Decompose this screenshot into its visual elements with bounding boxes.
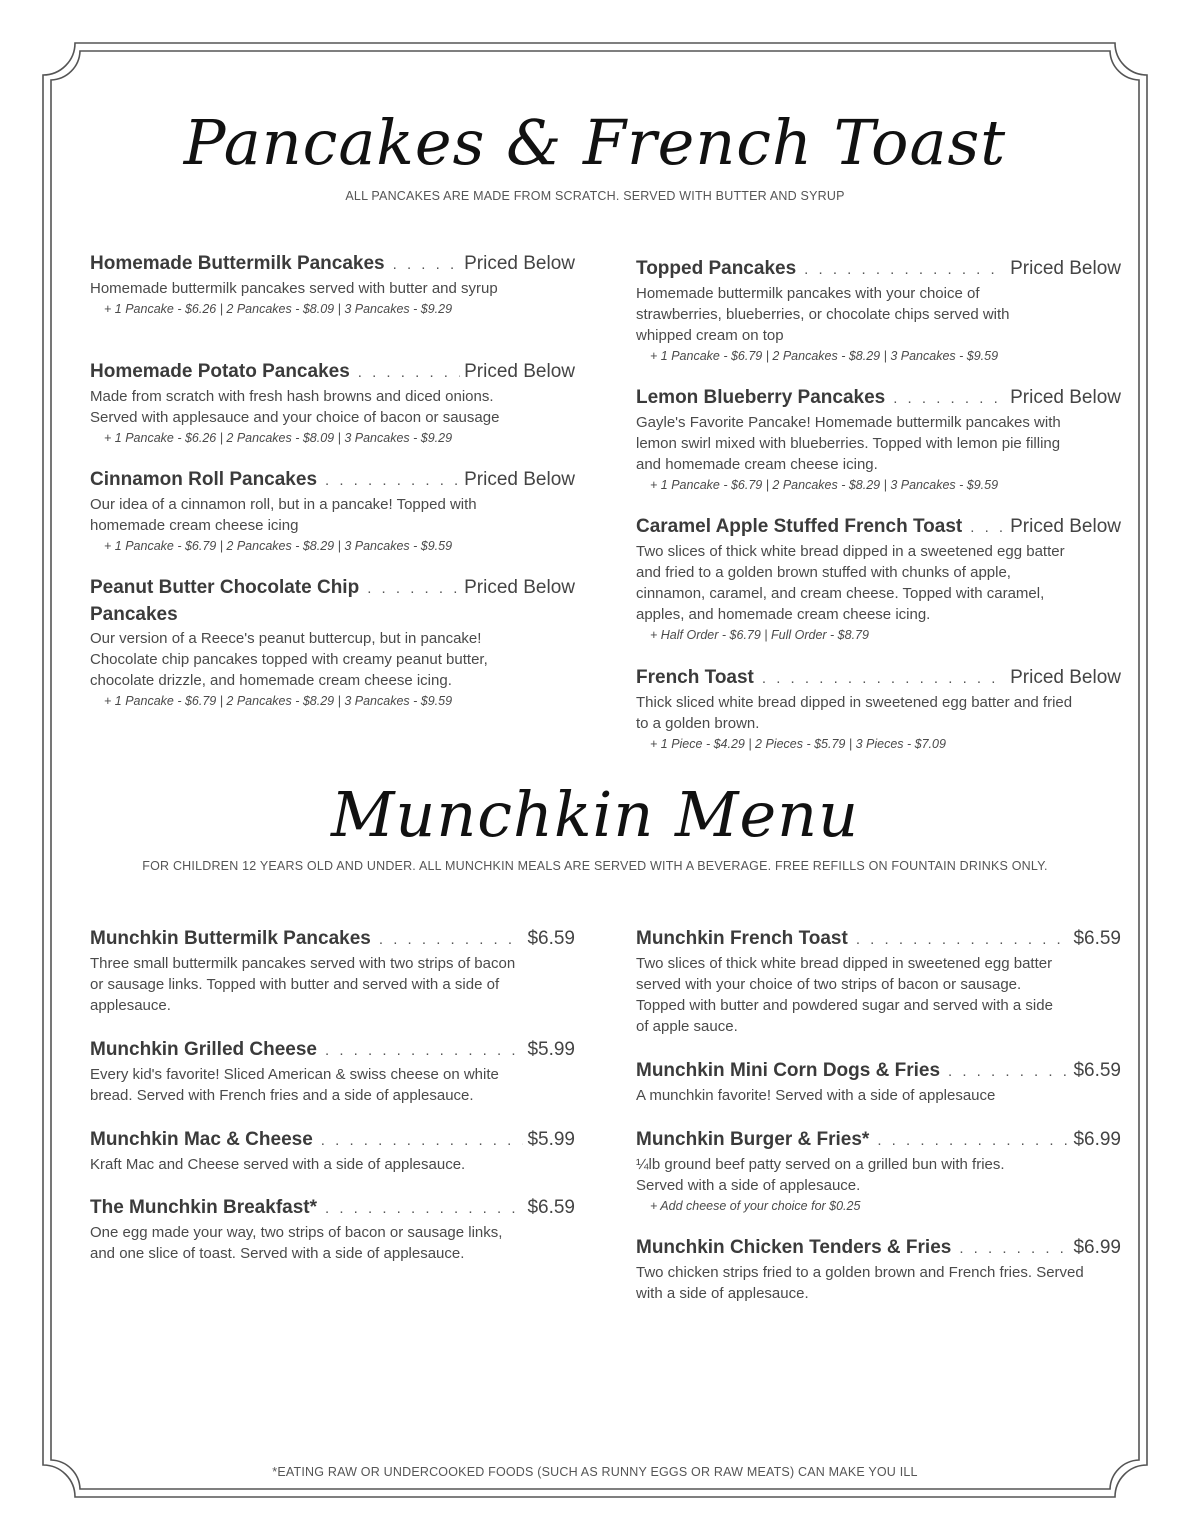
menu-item bbox=[636, 514, 1121, 644]
item-options: + Half Order - $6.79 | Full Order - $8.79 bbox=[650, 628, 869, 642]
section-subtitle-pancakes: ALL PANCAKES ARE MADE FROM SCRATCH. SERVED WITH BUTTER AND SYRUP bbox=[345, 189, 845, 203]
item-name: Homemade Buttermilk Pancakes bbox=[90, 253, 385, 274]
item-price: $6.59 bbox=[527, 928, 575, 949]
item-name: Lemon Blueberry Pancakes bbox=[636, 387, 886, 408]
item-name: Munchkin Mini Corn Dogs & Fries bbox=[636, 1060, 941, 1081]
item-description: ¼lb ground beef patty served on a grilled bun with fries. Served with a side of applesauce. bbox=[636, 1156, 1005, 1194]
item-price: $6.59 bbox=[1073, 1060, 1121, 1081]
menu-item bbox=[90, 359, 575, 447]
item-name-continued: Pancakes bbox=[90, 604, 178, 625]
item-price: Priced Below bbox=[464, 253, 575, 274]
item-description: Gayle's Favorite Pancake! Homemade buttermilk pancakes with lemon swirl mixed with blueberries. Topped with lemon pie filling and homemade cream cheese icing. bbox=[636, 414, 1061, 473]
menu-item bbox=[636, 926, 1121, 1037]
item-description: Homemade buttermilk pancakes with your choice of strawberries, blueberries, or chocolate chips served with whipped cream on top bbox=[636, 285, 1010, 344]
item-options: + 1 Piece - $4.29 | 2 Pieces - $5.79 | 3 Pieces - $7.09 bbox=[650, 737, 946, 751]
item-name: Munchkin Burger & Fries* bbox=[636, 1129, 870, 1150]
item-name: Munchkin Grilled Cheese bbox=[90, 1039, 317, 1060]
item-price: $6.59 bbox=[527, 1197, 575, 1218]
menu-item bbox=[90, 926, 575, 1016]
menu-item bbox=[90, 1195, 575, 1264]
item-name: Cinnamon Roll Pancakes bbox=[90, 469, 318, 490]
menu-item bbox=[636, 385, 1121, 494]
item-options: + 1 Pancake - $6.79 | 2 Pancakes - $8.29 | 3 Pancakes - $9.59 bbox=[650, 349, 999, 363]
section-title-munchkin: Munchkin Menu bbox=[330, 778, 860, 851]
menu-item bbox=[90, 575, 575, 710]
item-name: Munchkin Buttermilk Pancakes bbox=[90, 928, 371, 949]
item-description: Every kid's favorite! Sliced American & swiss cheese on white bread. Served with French fries and a side of applesauce. bbox=[90, 1066, 499, 1104]
item-description: Two slices of thick white bread dipped in sweetened egg batter served with your choice of two strips of bacon or sausage. Topped with butter and powdered sugar and served with a side of apple sauce. bbox=[636, 955, 1053, 1035]
item-description: Kraft Mac and Cheese served with a side of applesauce. bbox=[90, 1156, 466, 1173]
item-name: French Toast bbox=[636, 667, 754, 688]
menu-item bbox=[90, 1127, 575, 1175]
menu-item bbox=[636, 1127, 1121, 1215]
item-name: Munchkin Chicken Tenders & Fries bbox=[636, 1237, 952, 1258]
item-description: Made from scratch with fresh hash browns and diced onions. Served with applesauce and your choice of bacon or sausage bbox=[90, 388, 500, 426]
item-description: Two slices of thick white bread dipped in a sweetened egg batter and fried to a golden brown stuffed with chunks of apple, cinnamon, caramel, and cream cheese. Topped with caramel, apples, and homemade cream cheese icing. bbox=[636, 543, 1065, 623]
item-description: A munchkin favorite! Served with a side of applesauce bbox=[636, 1087, 996, 1104]
menu-item bbox=[636, 256, 1121, 365]
item-name: Caramel Apple Stuffed French Toast bbox=[636, 516, 963, 537]
item-name: The Munchkin Breakfast* bbox=[90, 1197, 317, 1218]
item-options: + 1 Pancake - $6.26 | 2 Pancakes - $8.09 | 3 Pancakes - $9.29 bbox=[104, 431, 453, 445]
item-description: Thick sliced white bread dipped in sweetened egg batter and fried to a golden brown. bbox=[636, 694, 1073, 732]
item-name: Munchkin Mac & Cheese bbox=[90, 1129, 313, 1150]
section-subtitle-munchkin: FOR CHILDREN 12 YEARS OLD AND UNDER. ALL MUNCHKIN MEALS ARE SERVED WITH A BEVERAGE. FREE REFILLS ON FOUNTAIN DRINKS ONLY. bbox=[142, 859, 1048, 873]
item-price: Priced Below bbox=[1010, 516, 1121, 537]
item-name: Homemade Potato Pancakes bbox=[90, 361, 350, 382]
item-name: Peanut Butter Chocolate Chip bbox=[90, 577, 360, 598]
item-options: + Add cheese of your choice for $0.25 bbox=[650, 1199, 861, 1213]
item-price: Priced Below bbox=[1010, 258, 1121, 279]
food-safety-disclaimer: *EATING RAW OR UNDERCOOKED FOODS (SUCH AS RUNNY EGGS OR RAW MEATS) CAN MAKE YOU ILL bbox=[272, 1465, 918, 1479]
menu-item bbox=[90, 251, 575, 318]
item-price: Priced Below bbox=[464, 577, 575, 598]
menu-item bbox=[636, 1235, 1121, 1304]
item-price: $6.99 bbox=[1073, 1237, 1121, 1258]
item-price: Priced Below bbox=[1010, 667, 1121, 688]
item-options: + 1 Pancake - $6.79 | 2 Pancakes - $8.29 | 3 Pancakes - $9.59 bbox=[104, 539, 453, 553]
item-price: $5.99 bbox=[527, 1129, 575, 1150]
item-price: $6.99 bbox=[1073, 1129, 1121, 1150]
item-description: Our version of a Reece's peanut buttercup, but in pancake! Chocolate chip pancakes topped with creamy peanut butter, chocolate drizzle, and homemade cream cheese icing. bbox=[90, 630, 488, 689]
menu-item bbox=[636, 665, 1121, 753]
item-price: Priced Below bbox=[1010, 387, 1121, 408]
item-description: Two chicken strips fried to a golden brown and French fries. Served with a side of applesauce. bbox=[636, 1264, 1084, 1302]
menu-item bbox=[90, 467, 575, 555]
menu-item bbox=[636, 1058, 1121, 1106]
item-price: $5.99 bbox=[527, 1039, 575, 1060]
item-name: Munchkin French Toast bbox=[636, 928, 848, 949]
item-price: $6.59 bbox=[1073, 928, 1121, 949]
item-description: Homemade buttermilk pancakes served with butter and syrup bbox=[90, 280, 498, 297]
item-options: + 1 Pancake - $6.26 | 2 Pancakes - $8.09 | 3 Pancakes - $9.29 bbox=[104, 302, 453, 316]
item-options: + 1 Pancake - $6.79 | 2 Pancakes - $8.29 | 3 Pancakes - $9.59 bbox=[650, 478, 999, 492]
item-description: Our idea of a cinnamon roll, but in a pancake! Topped with homemade cream cheese icing bbox=[90, 496, 477, 534]
item-price: Priced Below bbox=[464, 361, 575, 382]
item-options: + 1 Pancake - $6.79 | 2 Pancakes - $8.29 | 3 Pancakes - $9.59 bbox=[104, 694, 453, 708]
section-title-pancakes: Pancakes & French Toast bbox=[183, 106, 1007, 179]
menu-item bbox=[90, 1037, 575, 1106]
item-description: One egg made your way, two strips of bacon or sausage links, and one slice of toast. Served with a side of applesauce. bbox=[90, 1224, 503, 1262]
item-description: Three small buttermilk pancakes served with two strips of bacon or sausage links. Topped with butter and served with a side of applesauce. bbox=[90, 955, 516, 1014]
item-name: Topped Pancakes bbox=[636, 258, 797, 279]
item-price: Priced Below bbox=[464, 469, 575, 490]
